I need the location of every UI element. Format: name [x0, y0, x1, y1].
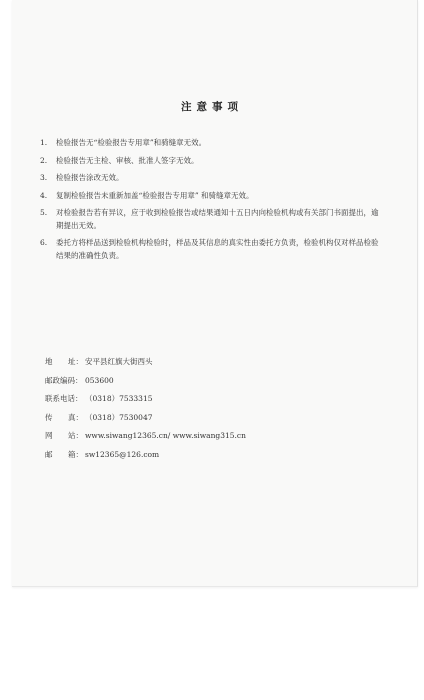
- notice-number: 1.: [40, 138, 48, 147]
- website-row: [45, 430, 395, 442]
- address-label: [45, 356, 85, 368]
- postcode-row: [45, 375, 395, 387]
- notice-number: 5.: [40, 208, 48, 217]
- fax-label-part: 传: [45, 412, 53, 422]
- notice-text: 检验报告涂改无效。: [56, 173, 124, 182]
- fax-value: （0318）7530047: [85, 412, 153, 422]
- notice-number: 3.: [40, 173, 48, 182]
- email-label-part: 邮: [45, 449, 53, 459]
- address-label-part: 地: [45, 357, 53, 366]
- notice-item: [40, 172, 385, 185]
- notice-item: [40, 237, 385, 262]
- email-label: [45, 449, 85, 461]
- page-title: 注意事项: [181, 101, 243, 113]
- notice-item: [40, 207, 385, 232]
- phone-label: 联系电话：: [45, 394, 83, 404]
- fax-label-part: 真：: [68, 412, 83, 422]
- fax-label: [45, 412, 85, 424]
- notice-text: 对检验报告若有异议，应于收到检验报告或结果通知十五日内向检验机构或有关部门书面提出，逾期提出无效。: [56, 208, 379, 230]
- phone-row: [45, 393, 395, 405]
- email-label-part: 箱：: [68, 449, 83, 459]
- contact-info: [45, 356, 395, 468]
- notice-number: 2.: [40, 155, 48, 165]
- website-label-part: 网: [45, 431, 53, 441]
- notice-text: 复制检验报告未重新加盖“检验报告专用章” 和骑缝章无效。: [56, 190, 254, 200]
- phone-value: （0318）7533315: [85, 394, 153, 404]
- fax-row: [45, 412, 395, 424]
- notice-list: [40, 137, 385, 267]
- notice-item: [40, 137, 385, 150]
- address-label-part: 址：: [68, 357, 83, 366]
- notice-number: 6.: [40, 238, 48, 247]
- notice-number: 4.: [40, 190, 48, 200]
- notice-text: 检验报告无主检、审核、批准人签字无效。: [56, 155, 199, 165]
- email-value[interactable]: sw12365@126.com: [85, 449, 160, 459]
- website-value[interactable]: www.siwang12365.cn/ www.siwang315.cn: [85, 431, 246, 441]
- address-row: [45, 356, 395, 368]
- website-label: [45, 430, 85, 442]
- notice-text: 检验报告无“检验报告专用章”和骑缝章无效。: [56, 138, 207, 147]
- email-row: [45, 449, 395, 461]
- document-page: [12, 0, 418, 587]
- notice-text: 委托方将样品送到检验机构检验时，样品及其信息的真实性由委托方负责，检验机构仅对样品检验结果的准确性负责。: [56, 238, 379, 260]
- notice-item: [40, 155, 385, 168]
- postcode-label: 邮政编码：: [45, 375, 83, 385]
- notice-item: [40, 190, 385, 203]
- website-label-part: 站：: [68, 431, 83, 441]
- postcode-value: 053600: [85, 375, 114, 385]
- address-value: 安平县红旗大街西头: [85, 357, 153, 366]
